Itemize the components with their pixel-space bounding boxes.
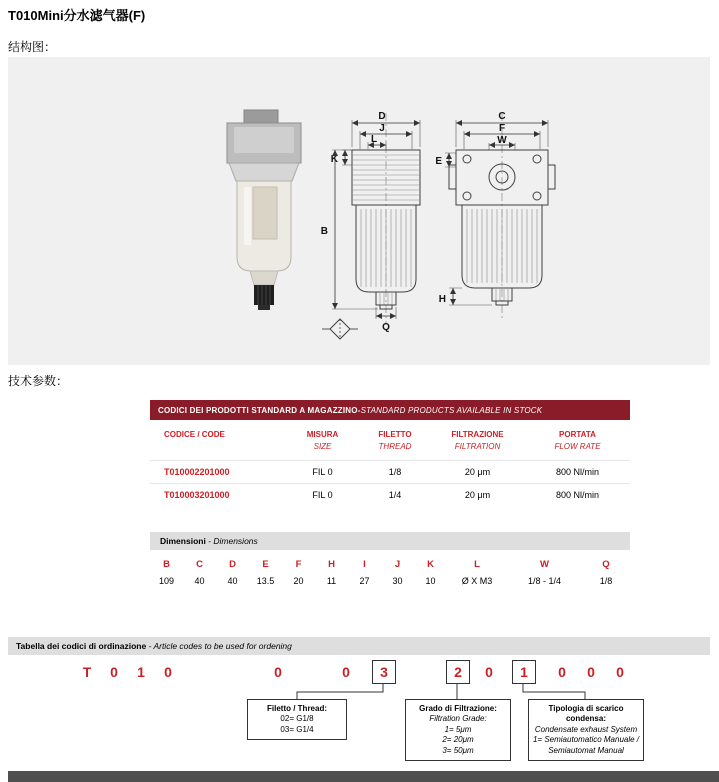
filtration-legend-box <box>405 699 511 761</box>
dim-label-Q: Q <box>382 322 390 333</box>
dim-col: W <box>540 559 549 570</box>
code-char: 0 <box>485 664 493 680</box>
code-char: 0 <box>110 664 118 680</box>
dimensions-title: Dimensioni <box>160 536 206 546</box>
ordering-code-row <box>0 659 719 685</box>
column-header-code: CODICE / CODE <box>164 430 225 439</box>
product-photo <box>227 110 301 310</box>
dim-col: J <box>394 559 401 570</box>
cell-filtration: 20 μm <box>464 489 491 500</box>
dim-label-L: L <box>370 134 378 145</box>
cell-thread: 1/8 <box>388 466 402 477</box>
dim-col: B <box>163 559 170 570</box>
code-char: 0 <box>616 664 624 680</box>
code-char: 0 <box>164 664 172 680</box>
exhaust-legend-box <box>528 699 644 761</box>
ordering-title: Tabella dei codici di ordinazione <box>16 641 147 651</box>
legend-option: 03= G1/4 <box>280 724 314 734</box>
legend-option: 02= G1/8 <box>280 714 314 724</box>
dimensions-title-en: - Dimensions <box>205 536 258 546</box>
column-header-filtration: FILTRAZIONE FILTRATION <box>451 430 504 452</box>
cell-size: FIL 0 <box>312 489 333 500</box>
dim-label-K: K <box>330 154 338 165</box>
dim-col: L <box>474 559 480 570</box>
table-row <box>150 460 630 483</box>
code-char-boxed-exhaust: 1 <box>512 660 536 684</box>
column-header-flow: PORTATA FLOW RATE <box>554 430 601 452</box>
dimensions-table <box>150 532 630 595</box>
stock-table-title: CODICI DEI PRODOTTI STANDARD A MAGAZZINO- <box>158 406 361 415</box>
dim-value: 109 <box>158 576 175 586</box>
dim-value: 10 <box>425 576 436 586</box>
structure-diagram <box>8 57 710 365</box>
legend-option: 1= Semiautomatico Manuale / Semiautomat Manual <box>532 735 640 755</box>
front-view-drawing <box>321 111 420 333</box>
side-view-drawing <box>435 111 555 321</box>
footer-bar <box>8 771 719 782</box>
structure-diagram-label: 结构图： <box>8 40 57 54</box>
dim-value: 11 <box>326 576 337 586</box>
cell-size: FIL 0 <box>312 466 333 477</box>
legend-option: 1= 5μm <box>444 724 472 734</box>
code-connector-lines <box>0 684 719 699</box>
legend-title: Filetto / Thread: <box>267 704 327 713</box>
dim-col: I <box>363 559 366 570</box>
dim-value: Ø X M3 <box>461 576 493 586</box>
cell-flow: 800 Nl/min <box>555 489 600 500</box>
dimensions-value-row <box>150 574 630 595</box>
filter-symbol-icon <box>322 319 358 339</box>
column-header-thread: FILETTO THREAD <box>378 430 412 452</box>
column-header-size: MISURA SIZE <box>306 430 339 452</box>
tech-params-label: 技术参数： <box>8 374 69 388</box>
cell-filtration: 20 μm <box>464 466 491 477</box>
dim-value: 27 <box>359 576 370 586</box>
code-char: 0 <box>342 664 350 680</box>
dim-value: 40 <box>227 576 238 586</box>
dim-label-C: C <box>498 111 506 122</box>
legend-subtitle: Filtration Grade: <box>429 714 487 724</box>
dim-col: F <box>295 559 302 570</box>
dim-value: 13.5 <box>256 576 275 586</box>
stock-table-header <box>150 400 630 420</box>
dim-value: 1/8 <box>599 576 613 586</box>
stock-table-column-headers <box>150 420 630 460</box>
dim-value: 20 <box>293 576 304 586</box>
dim-col: D <box>229 559 236 570</box>
legend-title: Grado di Filtrazione: <box>419 704 497 713</box>
dim-col: Q <box>602 559 610 570</box>
dim-col: H <box>328 559 335 570</box>
dim-col: E <box>262 559 269 570</box>
dimensions-letter-row <box>150 550 630 574</box>
dim-label-F: F <box>498 123 506 134</box>
cell-thread: 1/4 <box>388 489 402 500</box>
cell-flow: 800 Nl/min <box>555 466 600 477</box>
dim-value: 30 <box>392 576 403 586</box>
legend-subtitle: Condensate exhaust System <box>534 724 638 734</box>
dim-label-D: D <box>378 111 386 122</box>
stock-table <box>150 400 630 518</box>
dim-label-W: W <box>497 135 507 146</box>
code-char: 1 <box>137 664 145 680</box>
dimensions-header <box>150 532 630 550</box>
stock-table-title-en: STANDARD PRODUCTS AVAILABLE IN STOCK <box>360 406 543 415</box>
table-row <box>150 483 630 506</box>
legend-title: Tipologia di scarico condensa: <box>548 704 624 724</box>
ordering-header <box>8 637 710 655</box>
thread-legend-box <box>247 699 347 740</box>
code-char: 0 <box>587 664 595 680</box>
structure-diagram-panel <box>8 57 710 365</box>
dim-value: 40 <box>194 576 205 586</box>
dim-col: K <box>427 559 434 570</box>
code-char: 0 <box>558 664 566 680</box>
code-char: T <box>82 664 92 680</box>
ordering-title-en: - Article codes to be used for ordening <box>146 641 292 651</box>
cell-code: T010002201000 <box>164 466 230 477</box>
dim-label-E: E <box>435 156 442 167</box>
legend-option: 2= 20μm <box>442 735 474 745</box>
legend-option: 3= 50μm <box>442 745 474 755</box>
dim-col: C <box>196 559 203 570</box>
page-title: T010Mini分水滤气器(F) <box>8 8 146 23</box>
dim-label-H: H <box>438 294 446 305</box>
code-char-boxed-filtration: 2 <box>446 660 470 684</box>
dim-value: 1/8 - 1/4 <box>527 576 562 586</box>
cell-code: T010003201000 <box>164 489 230 500</box>
dim-label-B: B <box>320 226 328 237</box>
dim-label-J: J <box>379 123 385 134</box>
code-char: 0 <box>274 664 282 680</box>
code-char-boxed-thread: 3 <box>372 660 396 684</box>
